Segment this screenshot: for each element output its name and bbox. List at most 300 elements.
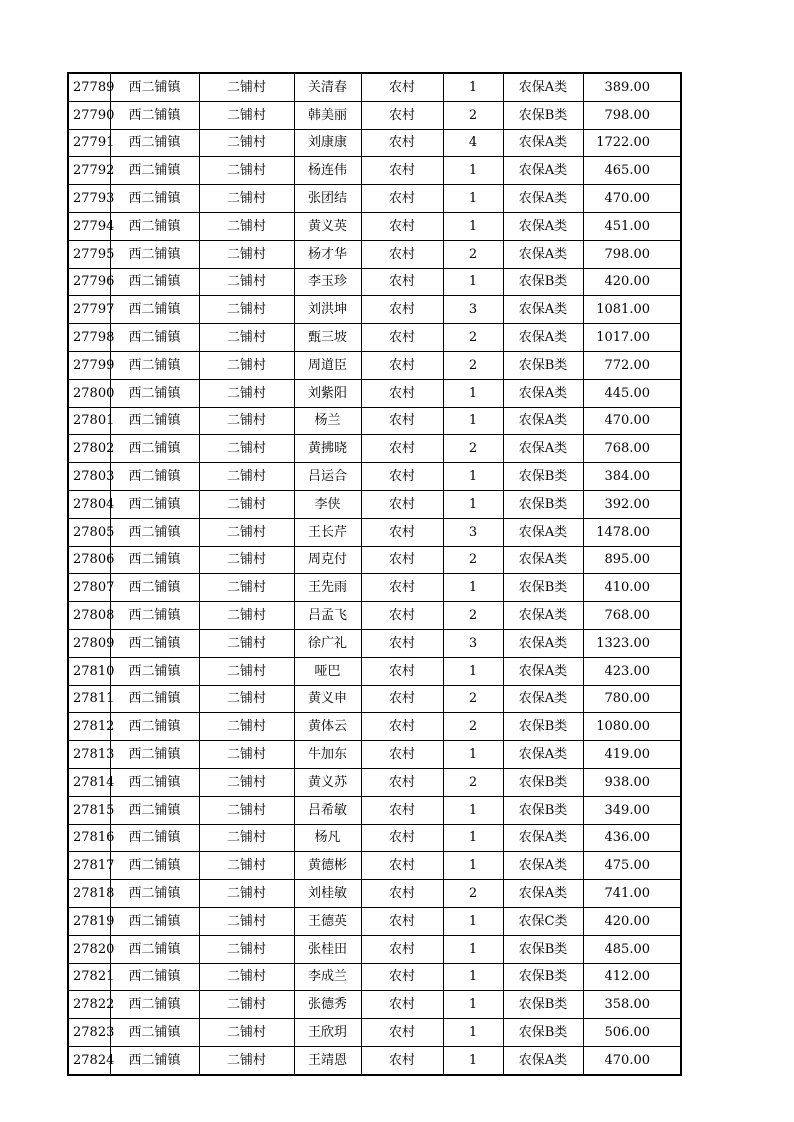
- cell-amount: 412.00: [583, 963, 681, 991]
- cell-name: 牛加东: [294, 741, 361, 769]
- cell-id: 27804: [68, 490, 110, 518]
- cell-name: 刘康康: [294, 129, 361, 157]
- cell-category: 农保A类: [503, 824, 583, 852]
- cell-category: 农保B类: [503, 796, 583, 824]
- cell-village: 二铺村: [199, 129, 294, 157]
- table-row: [68, 490, 681, 518]
- cell-name: 刘洪坤: [294, 296, 361, 324]
- cell-name: 徐广礼: [294, 629, 361, 657]
- cell-town: 西二铺镇: [110, 407, 199, 435]
- cell-village: 二铺村: [199, 101, 294, 129]
- cell-category: 农保B类: [503, 963, 583, 991]
- cell-name: 杨凡: [294, 824, 361, 852]
- cell-name: 周道臣: [294, 351, 361, 379]
- cell-village: 二铺村: [199, 1046, 294, 1074]
- cell-area: 农村: [361, 685, 443, 713]
- cell-count: 2: [443, 351, 503, 379]
- cell-name: 韩美丽: [294, 101, 361, 129]
- table-row: [68, 351, 681, 379]
- cell-category: 农保A类: [503, 880, 583, 908]
- cell-area: 农村: [361, 713, 443, 741]
- cell-count: 2: [443, 101, 503, 129]
- cell-count: 1: [443, 907, 503, 935]
- table-row: [68, 602, 681, 630]
- cell-id: 27814: [68, 768, 110, 796]
- table-row: [68, 129, 681, 157]
- cell-area: 农村: [361, 963, 443, 991]
- cell-name: 吕希敏: [294, 796, 361, 824]
- cell-area: 农村: [361, 1046, 443, 1074]
- cell-amount: 384.00: [583, 463, 681, 491]
- cell-name: 王长芹: [294, 518, 361, 546]
- cell-count: 3: [443, 296, 503, 324]
- table-row: [68, 101, 681, 129]
- cell-town: 西二铺镇: [110, 518, 199, 546]
- cell-id: 27823: [68, 1019, 110, 1047]
- cell-id: 27822: [68, 991, 110, 1019]
- cell-name: 王先雨: [294, 574, 361, 602]
- cell-category: 农保A类: [503, 379, 583, 407]
- cell-area: 农村: [361, 1019, 443, 1047]
- cell-id: 27808: [68, 602, 110, 630]
- cell-count: 1: [443, 1046, 503, 1074]
- cell-town: 西二铺镇: [110, 602, 199, 630]
- cell-village: 二铺村: [199, 685, 294, 713]
- cell-id: 27805: [68, 518, 110, 546]
- cell-count: 1: [443, 852, 503, 880]
- table-row: [68, 991, 681, 1019]
- cell-count: 1: [443, 935, 503, 963]
- cell-area: 农村: [361, 351, 443, 379]
- cell-count: 1: [443, 157, 503, 185]
- cell-category: 农保A类: [503, 518, 583, 546]
- cell-name: 王靖恩: [294, 1046, 361, 1074]
- cell-category: 农保A类: [503, 73, 583, 101]
- table-row: [68, 824, 681, 852]
- cell-category: 农保A类: [503, 1046, 583, 1074]
- cell-id: 27800: [68, 379, 110, 407]
- cell-amount: 358.00: [583, 991, 681, 1019]
- cell-category: 农保A类: [503, 685, 583, 713]
- cell-amount: 798.00: [583, 240, 681, 268]
- cell-category: 农保A类: [503, 602, 583, 630]
- cell-category: 农保A类: [503, 185, 583, 213]
- cell-amount: 798.00: [583, 101, 681, 129]
- cell-count: 1: [443, 268, 503, 296]
- cell-village: 二铺村: [199, 880, 294, 908]
- table-row: [68, 852, 681, 880]
- cell-category: 农保C类: [503, 907, 583, 935]
- cell-area: 农村: [361, 741, 443, 769]
- cell-count: 1: [443, 1019, 503, 1047]
- cell-amount: 895.00: [583, 546, 681, 574]
- cell-amount: 349.00: [583, 796, 681, 824]
- table-row: [68, 796, 681, 824]
- cell-amount: 1722.00: [583, 129, 681, 157]
- cell-amount: 410.00: [583, 574, 681, 602]
- cell-category: 农保B类: [503, 935, 583, 963]
- cell-count: 1: [443, 463, 503, 491]
- table-row: [68, 324, 681, 352]
- cell-town: 西二铺镇: [110, 351, 199, 379]
- table-row: [68, 880, 681, 908]
- table-row: [68, 574, 681, 602]
- cell-village: 二铺村: [199, 741, 294, 769]
- cell-category: 农保A类: [503, 296, 583, 324]
- cell-count: 1: [443, 407, 503, 435]
- records-table: [67, 72, 682, 1076]
- cell-town: 西二铺镇: [110, 629, 199, 657]
- cell-town: 西二铺镇: [110, 824, 199, 852]
- cell-village: 二铺村: [199, 351, 294, 379]
- cell-category: 农保B类: [503, 574, 583, 602]
- cell-amount: 741.00: [583, 880, 681, 908]
- table-row: [68, 1019, 681, 1047]
- table-row: [68, 240, 681, 268]
- cell-area: 农村: [361, 240, 443, 268]
- cell-id: 27792: [68, 157, 110, 185]
- cell-id: 27813: [68, 741, 110, 769]
- table-row: [68, 212, 681, 240]
- cell-count: 2: [443, 768, 503, 796]
- cell-amount: 485.00: [583, 935, 681, 963]
- cell-id: 27818: [68, 880, 110, 908]
- table-row: [68, 435, 681, 463]
- cell-area: 农村: [361, 629, 443, 657]
- cell-amount: 1323.00: [583, 629, 681, 657]
- cell-area: 农村: [361, 157, 443, 185]
- cell-area: 农村: [361, 935, 443, 963]
- cell-category: 农保A类: [503, 407, 583, 435]
- cell-name: 杨才华: [294, 240, 361, 268]
- cell-category: 农保A类: [503, 157, 583, 185]
- cell-town: 西二铺镇: [110, 713, 199, 741]
- cell-name: 黄义英: [294, 212, 361, 240]
- cell-village: 二铺村: [199, 824, 294, 852]
- cell-village: 二铺村: [199, 435, 294, 463]
- cell-id: 27796: [68, 268, 110, 296]
- cell-name: 李成兰: [294, 963, 361, 991]
- cell-category: 农保A类: [503, 852, 583, 880]
- cell-area: 农村: [361, 602, 443, 630]
- cell-category: 农保B类: [503, 351, 583, 379]
- cell-amount: 465.00: [583, 157, 681, 185]
- cell-town: 西二铺镇: [110, 685, 199, 713]
- cell-name: 周克付: [294, 546, 361, 574]
- cell-count: 1: [443, 741, 503, 769]
- table-row: [68, 963, 681, 991]
- cell-area: 农村: [361, 991, 443, 1019]
- cell-village: 二铺村: [199, 73, 294, 101]
- cell-town: 西二铺镇: [110, 463, 199, 491]
- cell-name: 李侠: [294, 490, 361, 518]
- cell-category: 农保A类: [503, 324, 583, 352]
- cell-id: 27790: [68, 101, 110, 129]
- cell-amount: 392.00: [583, 490, 681, 518]
- cell-amount: 938.00: [583, 768, 681, 796]
- cell-area: 农村: [361, 796, 443, 824]
- cell-id: 27802: [68, 435, 110, 463]
- cell-village: 二铺村: [199, 296, 294, 324]
- cell-count: 4: [443, 129, 503, 157]
- cell-town: 西二铺镇: [110, 212, 199, 240]
- cell-count: 1: [443, 991, 503, 1019]
- cell-count: 2: [443, 713, 503, 741]
- table-row: [68, 268, 681, 296]
- cell-area: 农村: [361, 880, 443, 908]
- cell-category: 农保B类: [503, 101, 583, 129]
- cell-category: 农保A类: [503, 435, 583, 463]
- cell-id: 27809: [68, 629, 110, 657]
- cell-village: 二铺村: [199, 574, 294, 602]
- cell-village: 二铺村: [199, 991, 294, 1019]
- cell-village: 二铺村: [199, 796, 294, 824]
- cell-name: 王欣玥: [294, 1019, 361, 1047]
- table-row: [68, 685, 681, 713]
- cell-town: 西二铺镇: [110, 324, 199, 352]
- cell-amount: 423.00: [583, 657, 681, 685]
- cell-amount: 1080.00: [583, 713, 681, 741]
- cell-village: 二铺村: [199, 490, 294, 518]
- cell-town: 西二铺镇: [110, 963, 199, 991]
- cell-name: 吕孟飞: [294, 602, 361, 630]
- cell-village: 二铺村: [199, 602, 294, 630]
- cell-area: 农村: [361, 657, 443, 685]
- cell-count: 1: [443, 963, 503, 991]
- cell-area: 农村: [361, 768, 443, 796]
- cell-category: 农保B类: [503, 463, 583, 491]
- cell-town: 西二铺镇: [110, 935, 199, 963]
- cell-count: 1: [443, 73, 503, 101]
- cell-town: 西二铺镇: [110, 907, 199, 935]
- cell-amount: 772.00: [583, 351, 681, 379]
- table-row: [68, 907, 681, 935]
- cell-name: 刘桂敏: [294, 880, 361, 908]
- cell-name: 张德秀: [294, 991, 361, 1019]
- cell-count: 1: [443, 574, 503, 602]
- table-row: [68, 407, 681, 435]
- cell-town: 西二铺镇: [110, 741, 199, 769]
- cell-id: 27820: [68, 935, 110, 963]
- cell-name: 甄三坡: [294, 324, 361, 352]
- cell-id: 27794: [68, 212, 110, 240]
- cell-town: 西二铺镇: [110, 240, 199, 268]
- cell-town: 西二铺镇: [110, 268, 199, 296]
- cell-village: 二铺村: [199, 379, 294, 407]
- cell-name: 张桂田: [294, 935, 361, 963]
- cell-area: 农村: [361, 490, 443, 518]
- cell-count: 1: [443, 212, 503, 240]
- cell-id: 27816: [68, 824, 110, 852]
- cell-town: 西二铺镇: [110, 435, 199, 463]
- cell-village: 二铺村: [199, 240, 294, 268]
- table-row: [68, 185, 681, 213]
- cell-count: 2: [443, 685, 503, 713]
- cell-amount: 420.00: [583, 268, 681, 296]
- cell-id: 27815: [68, 796, 110, 824]
- cell-amount: 389.00: [583, 73, 681, 101]
- cell-amount: 445.00: [583, 379, 681, 407]
- cell-category: 农保B类: [503, 768, 583, 796]
- cell-area: 农村: [361, 824, 443, 852]
- table-row: [68, 629, 681, 657]
- cell-town: 西二铺镇: [110, 852, 199, 880]
- cell-village: 二铺村: [199, 629, 294, 657]
- table-row: [68, 157, 681, 185]
- cell-amount: 470.00: [583, 407, 681, 435]
- cell-count: 1: [443, 657, 503, 685]
- cell-village: 二铺村: [199, 713, 294, 741]
- cell-amount: 419.00: [583, 741, 681, 769]
- cell-town: 西二铺镇: [110, 490, 199, 518]
- cell-village: 二铺村: [199, 768, 294, 796]
- cell-amount: 506.00: [583, 1019, 681, 1047]
- cell-village: 二铺村: [199, 518, 294, 546]
- cell-town: 西二铺镇: [110, 880, 199, 908]
- cell-count: 1: [443, 490, 503, 518]
- cell-category: 农保B类: [503, 268, 583, 296]
- cell-town: 西二铺镇: [110, 991, 199, 1019]
- cell-amount: 1081.00: [583, 296, 681, 324]
- cell-count: 2: [443, 435, 503, 463]
- cell-id: 27799: [68, 351, 110, 379]
- cell-name: 张团结: [294, 185, 361, 213]
- cell-category: 农保A类: [503, 212, 583, 240]
- cell-count: 1: [443, 379, 503, 407]
- cell-id: 27817: [68, 852, 110, 880]
- cell-category: 农保A类: [503, 546, 583, 574]
- cell-category: 农保A类: [503, 657, 583, 685]
- cell-area: 农村: [361, 518, 443, 546]
- cell-id: 27791: [68, 129, 110, 157]
- cell-amount: 1017.00: [583, 324, 681, 352]
- cell-town: 西二铺镇: [110, 185, 199, 213]
- cell-village: 二铺村: [199, 907, 294, 935]
- cell-category: 农保B类: [503, 1019, 583, 1047]
- table-row: [68, 768, 681, 796]
- cell-name: 吕运合: [294, 463, 361, 491]
- cell-count: 3: [443, 518, 503, 546]
- cell-id: 27797: [68, 296, 110, 324]
- cell-id: 27806: [68, 546, 110, 574]
- cell-area: 农村: [361, 296, 443, 324]
- cell-name: 黄体云: [294, 713, 361, 741]
- table-row: [68, 296, 681, 324]
- cell-category: 农保B类: [503, 490, 583, 518]
- cell-id: 27811: [68, 685, 110, 713]
- cell-id: 27824: [68, 1046, 110, 1074]
- cell-name: 哑巴: [294, 657, 361, 685]
- cell-area: 农村: [361, 129, 443, 157]
- cell-name: 杨连伟: [294, 157, 361, 185]
- cell-town: 西二铺镇: [110, 101, 199, 129]
- records-body: [68, 73, 681, 1075]
- cell-id: 27807: [68, 574, 110, 602]
- cell-area: 农村: [361, 101, 443, 129]
- cell-category: 农保A类: [503, 741, 583, 769]
- table-row: [68, 1046, 681, 1074]
- cell-id: 27795: [68, 240, 110, 268]
- cell-id: 27821: [68, 963, 110, 991]
- cell-id: 27789: [68, 73, 110, 101]
- cell-area: 农村: [361, 907, 443, 935]
- cell-area: 农村: [361, 73, 443, 101]
- cell-id: 27819: [68, 907, 110, 935]
- cell-name: 刘紫阳: [294, 379, 361, 407]
- cell-village: 二铺村: [199, 463, 294, 491]
- cell-amount: 470.00: [583, 1046, 681, 1074]
- cell-name: 关清春: [294, 73, 361, 101]
- cell-village: 二铺村: [199, 963, 294, 991]
- cell-amount: 470.00: [583, 185, 681, 213]
- table-row: [68, 546, 681, 574]
- cell-count: 2: [443, 602, 503, 630]
- cell-amount: 475.00: [583, 852, 681, 880]
- table-row: [68, 713, 681, 741]
- cell-town: 西二铺镇: [110, 73, 199, 101]
- cell-count: 1: [443, 796, 503, 824]
- cell-amount: 768.00: [583, 435, 681, 463]
- cell-town: 西二铺镇: [110, 546, 199, 574]
- table-row: [68, 463, 681, 491]
- cell-village: 二铺村: [199, 935, 294, 963]
- cell-town: 西二铺镇: [110, 657, 199, 685]
- cell-village: 二铺村: [199, 268, 294, 296]
- cell-town: 西二铺镇: [110, 1046, 199, 1074]
- cell-town: 西二铺镇: [110, 379, 199, 407]
- cell-name: 黄拂晓: [294, 435, 361, 463]
- cell-village: 二铺村: [199, 212, 294, 240]
- table-row: [68, 379, 681, 407]
- cell-count: 3: [443, 629, 503, 657]
- cell-area: 农村: [361, 435, 443, 463]
- cell-area: 农村: [361, 463, 443, 491]
- cell-id: 27801: [68, 407, 110, 435]
- cell-area: 农村: [361, 852, 443, 880]
- cell-name: 黄义苏: [294, 768, 361, 796]
- cell-count: 1: [443, 824, 503, 852]
- cell-name: 黄义申: [294, 685, 361, 713]
- cell-town: 西二铺镇: [110, 129, 199, 157]
- cell-category: 农保A类: [503, 629, 583, 657]
- cell-village: 二铺村: [199, 546, 294, 574]
- cell-amount: 780.00: [583, 685, 681, 713]
- cell-area: 农村: [361, 185, 443, 213]
- cell-area: 农村: [361, 407, 443, 435]
- cell-name: 黄德彬: [294, 852, 361, 880]
- cell-id: 27803: [68, 463, 110, 491]
- cell-id: 27810: [68, 657, 110, 685]
- cell-area: 农村: [361, 212, 443, 240]
- cell-village: 二铺村: [199, 1019, 294, 1047]
- cell-amount: 420.00: [583, 907, 681, 935]
- cell-town: 西二铺镇: [110, 796, 199, 824]
- cell-village: 二铺村: [199, 657, 294, 685]
- cell-village: 二铺村: [199, 407, 294, 435]
- cell-area: 农村: [361, 268, 443, 296]
- cell-area: 农村: [361, 324, 443, 352]
- cell-town: 西二铺镇: [110, 296, 199, 324]
- cell-count: 2: [443, 546, 503, 574]
- table-row: [68, 518, 681, 546]
- table-row: [68, 73, 681, 101]
- cell-name: 李玉珍: [294, 268, 361, 296]
- cell-village: 二铺村: [199, 852, 294, 880]
- cell-name: 王德英: [294, 907, 361, 935]
- cell-category: 农保A类: [503, 129, 583, 157]
- cell-category: 农保B类: [503, 713, 583, 741]
- cell-id: 27798: [68, 324, 110, 352]
